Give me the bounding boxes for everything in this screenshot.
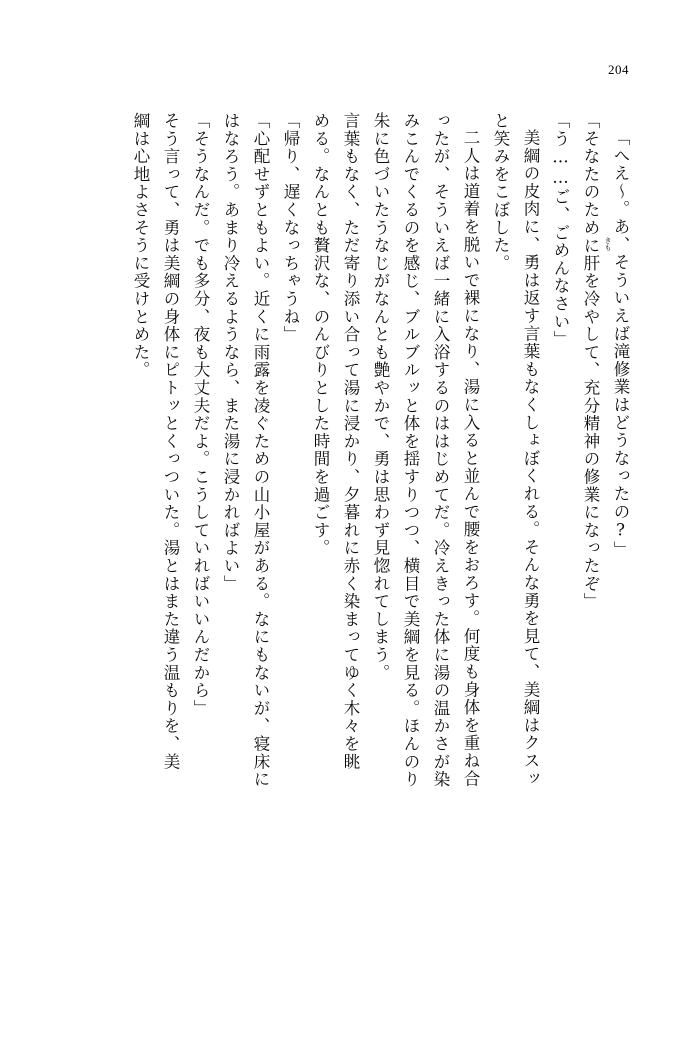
ruby-base: に きも [581,236,612,255]
text-line: 「う……ご、ごめんなさい」 [551,112,570,349]
text-line: 「そうなんだ。でも多分、夜も大丈夫だよ。こうしていればいいんだから」 [191,112,210,718]
text-line: ったが、そういえば一緒に入浴するのははじめてだ。冷えきった体に湯の温かさが染 [431,112,450,789]
text-line: はなろう。あまり冷えるようなら、また湯に浸かればよい」 [221,112,240,593]
text-line: める。なんとも贅沢な、のんびりとした時間を過ごす。 [311,112,330,557]
text-line: 美綱の皮肉に、勇は返す言葉もなくしょぼくれる。そんな勇を見て、美綱はクスッ [521,129,540,788]
text-line: 二人は道着を脱いで裸になり、湯に入ると並んで腰をおろす。何度も身体を重ね合 [461,129,480,788]
text-line: 「そなたのために きも 肝を冷やして、充分精神の修業になったぞ」 [581,112,612,611]
text-line: そう言って、勇は美綱の身体にピトッとくっついた。湯とはまた違う温もりを、美 [161,112,180,771]
text-line: 綱は心地よさそうに受けとめた。 [131,112,150,379]
text-line: 言葉もなく、ただ寄り添い合って湯に浸かり、夕暮れに赤く染まってゆく木々を眺 [341,112,360,771]
text-line: 「へえ～。あ、そういえば滝修業はどうなったの?」 [611,129,630,559]
body-text-block [52,112,635,982]
text-line: 「帰り、遅くなっちゃうね」 [281,112,300,344]
text-line: 「心配せずともよい。近くに雨露を凌ぐための山小屋がある。なにもないが、寝床に [251,112,270,789]
page-number: 204 [608,62,629,77]
text-line: 朱に色づいたうなじがなんとも艶やかで、勇は思わず見惚れてしまう。 [371,112,390,682]
text-line: と笑みをこぼした。 [491,112,510,273]
ruby-text: きも [604,236,612,251]
text-line: みこんでくるのを感じ、ブルブルッと体を揺すりつつ、横目で美綱を見る。ほんのり [401,112,420,789]
